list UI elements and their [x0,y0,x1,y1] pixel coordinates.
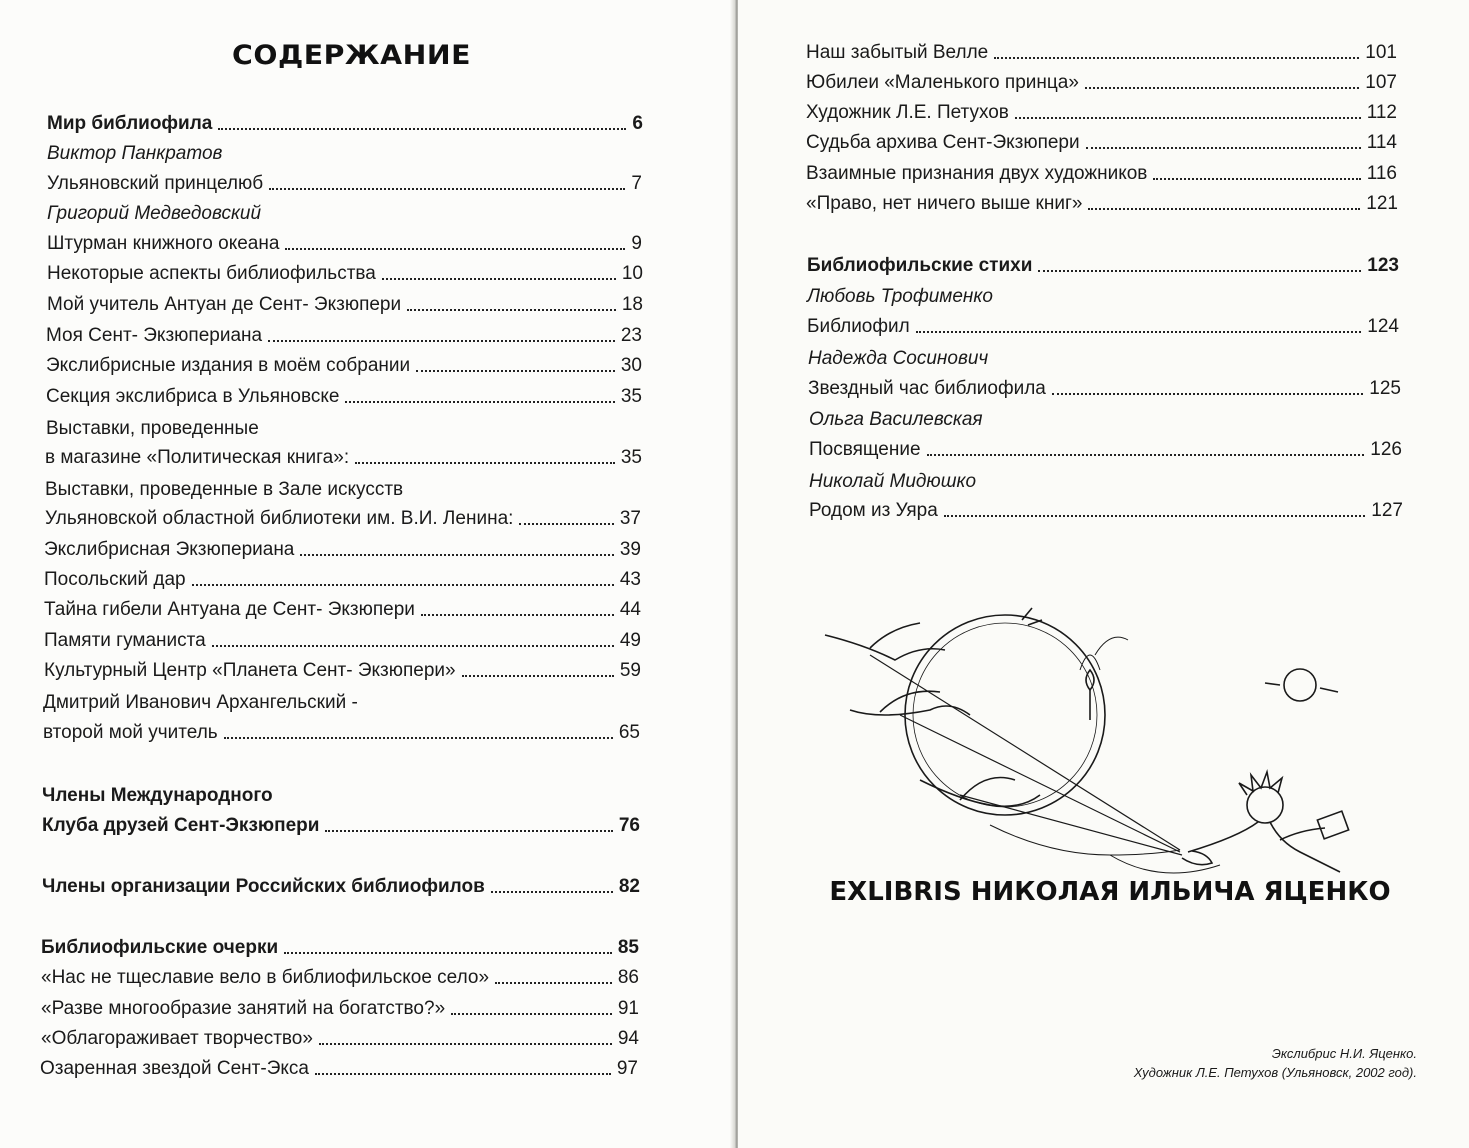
toc-entry [44,598,641,622]
toc-entry-page: 10 [621,263,643,284]
toc-section-line: Члены Международного [42,785,273,806]
toc-entry-label: Звездный час библиофила [808,378,1046,399]
toc-section-entry [42,814,640,838]
toc-entry [45,507,641,531]
toc-entry [47,262,643,286]
toc-entry [47,172,642,196]
toc-entry-page: 94 [617,1028,639,1049]
toc-entry [44,659,641,683]
toc-entry-label: Культурный Центр «Планета Сент- Экзюпери» [44,660,456,681]
toc-entry [806,192,1398,216]
toc-entry [43,721,640,745]
toc-entry-label: «Облагораживает творчество» [41,1028,313,1049]
toc-entry-label: Клуба друзей Сент-Экзюпери [42,815,320,836]
bird-icon [825,635,945,660]
toc-entry-label: Взаимные признания двух художников [806,163,1148,184]
toc-entry-page: 23 [620,325,642,346]
toc-entry [41,966,639,990]
toc-entry-label: Художник Л.Е. Петухов [806,102,1009,123]
toc-entry-label: «Нас не тщеславие вело в библиофильское село» [41,967,490,988]
toc-entry-page: 18 [621,294,643,315]
toc-entry-page: 44 [619,599,641,620]
toc-section-entry [42,875,640,899]
page-title: СОДЕРЖАНИЕ [232,40,472,71]
toc-author: Ольга Василевская [809,409,983,430]
toc-entry-line: Выставки, проведенные в Зале искусств [45,479,404,500]
toc-entry-page: 39 [619,539,641,560]
toc-entry-label: Некоторые аспекты библиофильства [47,263,376,284]
toc-entry-label: Юбилеи «Маленького принца» [806,72,1079,93]
toc-entry-label: Родом из Уяра [809,500,938,521]
toc-entry-page: 125 [1369,378,1401,399]
toc-entry-label: Экслибрисные издания в моём собрании [46,355,411,376]
toc-entry-label: Моя Сент- Экзюпериана [46,325,263,346]
exlibris-caption-art: EXLIBRIS НИКОЛАЯ ИЛЬИЧА ЯЦЕНКО [829,877,1391,907]
toc-entry [41,997,639,1021]
toc-entry [45,446,642,470]
toc-entry [808,377,1401,401]
toc-entry-label: «Право, нет ничего выше книг» [806,193,1083,214]
toc-author: Николай Мидюшко [809,471,977,492]
toc-entry [809,438,1402,462]
toc-entry-page: 101 [1365,42,1397,63]
toc-entry-page: 7 [631,173,642,194]
toc-entry [46,385,642,409]
toc-entry-page: 9 [631,233,642,254]
toc-author: Надежда Сосинович [808,348,989,369]
toc-entry-page: 37 [619,508,641,529]
toc-entry [44,538,641,562]
toc-entry-page: 91 [617,998,639,1019]
toc-section-entry [41,936,639,960]
toc-entry [41,1027,639,1051]
toc-entry-page: 112 [1366,102,1397,123]
toc-entry [47,232,642,256]
toc-entry [806,41,1397,65]
toc-entry-page: 30 [620,355,642,376]
toc-entry-page: 127 [1371,500,1403,521]
toc-entry-page: 114 [1366,132,1397,153]
toc-entry-page: 49 [619,630,641,651]
toc-entry-label: Посольский дар [44,569,186,590]
toc-entry-page: 124 [1367,316,1399,337]
toc-entry-page: 86 [617,967,639,988]
toc-entry-label: Члены организации Российских библиофилов [42,876,485,897]
toc-entry-label: Библиофильские очерки [41,937,279,958]
bubble-circle [905,615,1105,815]
toc-entry-page: 82 [618,876,640,897]
toc-entry [47,293,643,317]
toc-entry [809,499,1403,523]
toc-entry-label: Посвящение [809,439,921,460]
toc-entry-label: Памяти гуманиста [44,630,206,651]
toc-entry-page: 65 [618,722,640,743]
toc-entry [806,162,1397,186]
toc-entry [46,354,642,378]
toc-entry-label: Секция экслибриса в Ульяновске [46,386,340,407]
bird-icon [850,706,970,715]
toc-entry-page: 35 [620,447,642,468]
toc-entry-page: 123 [1367,255,1399,276]
toc-entry-label: Ульяновский принцелюб [47,173,264,194]
toc-entry-label: Наш забытый Велле [806,42,989,63]
toc-entry [44,568,641,592]
toc-author: Любовь Трофименко [807,286,993,307]
toc-entry-page: 76 [618,815,640,836]
toc-entry-label: Мир библиофила [47,113,213,134]
exlibris-caption-line2: Художник Л.Е. Петухов (Ульяновск, 2002 год). [1133,1065,1417,1080]
toc-entry [807,315,1399,339]
toc-entry [44,629,641,653]
toc-entry-label: Мой учитель Антуан де Сент- Экзюпери [47,294,402,315]
toc-entry-page: 35 [620,386,642,407]
toc-entry-label: Библиофил [807,316,910,337]
toc-entry-page: 59 [619,660,641,681]
toc-author: Виктор Панкратов [47,143,223,164]
toc-entry-page: 43 [619,569,641,590]
exlibris-illustration [810,600,1410,960]
toc-entry-label: второй мой учитель [43,722,218,743]
toc-entry-page: 97 [616,1058,638,1079]
toc-entry-line: Дмитрий Иванович Архангельский - [43,692,358,713]
toc-entry-page: 121 [1366,193,1398,214]
toc-entry-label: Ульяновской областной библиотеки им. В.И. Ленина: [45,508,514,529]
toc-entry-page: 116 [1366,163,1397,184]
toc-entry-label: Судьба архива Сент-Экзюпери [806,132,1080,153]
toc-author: Григорий Медведовский [47,203,262,224]
toc-entry-page: 107 [1365,72,1397,93]
planet-icon [1284,669,1316,701]
toc-entry-label: Озаренная звездой Сент-Экса [40,1058,309,1079]
toc-entry-line: Выставки, проведенные [46,418,259,439]
toc-entry [806,71,1397,95]
toc-entry-label: Библиофильские стихи [807,255,1033,276]
bird-icon [920,780,1040,806]
toc-entry [806,131,1397,155]
toc-entry-mir-bibliofila [47,112,643,136]
toc-entry-label: Штурман книжного океана [47,233,280,254]
toc-entry [40,1057,638,1081]
toc-entry [46,324,642,348]
toc-entry-page: 6 [632,113,643,134]
toc-entry [806,101,1397,125]
exlibris-caption-line1: Экслибрис Н.И. Яценко. [1271,1046,1417,1061]
toc-entry-label: в магазине «Политическая книга»: [45,447,350,468]
toc-entry-page: 85 [617,937,639,958]
toc-entry-label: Тайна гибели Антуана де Сент- Экзюпери [44,599,415,620]
toc-entry-page: 126 [1370,439,1402,460]
toc-entry-label: Экслибрисная Экзюпериана [44,539,295,560]
toc-section-entry [807,254,1399,278]
toc-entry-label: «Разве многообразие занятий на богатство?» [41,998,446,1019]
